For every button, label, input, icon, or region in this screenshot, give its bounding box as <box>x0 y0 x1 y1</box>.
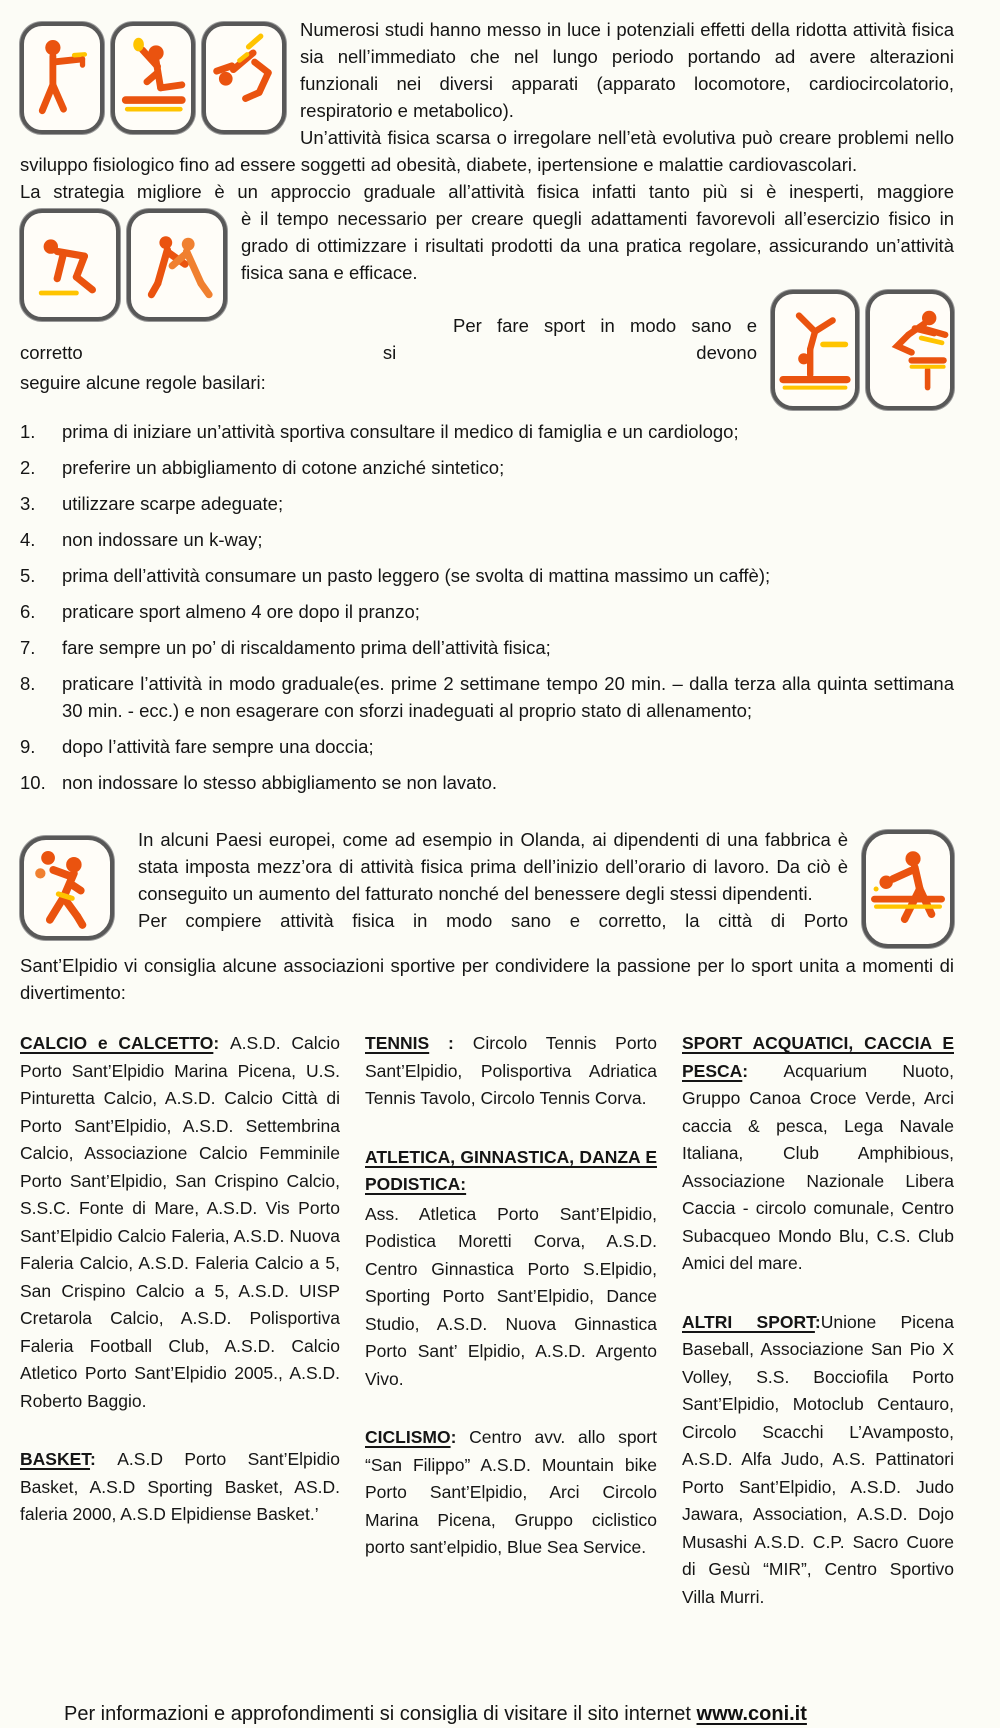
tennis-heading: TENNIS <box>365 1033 430 1053</box>
rule-text: non indossare un k-way; <box>62 529 263 550</box>
rule-text: prima dell’attività consumare un pasto leggero (se svolta di mattina massimo un caffè); <box>62 565 771 586</box>
heading-separator: : <box>213 1033 230 1053</box>
strategy-paragraph: è il tempo necessario per creare quegli adattamenti favorevoli all’esercizio fisico in grado di ottimizzare i risultati prodotti da una pratica regolare, assicurando un’attività fisica sana e efficace. <box>241 208 954 283</box>
rule-number: 4. <box>20 529 36 550</box>
calcio-block <box>20 1030 340 1415</box>
basket-block <box>20 1446 340 1529</box>
rule-item-2 <box>20 454 954 481</box>
heading-separator: : <box>450 1427 470 1447</box>
rule-text: fare sempre un po’ di riscaldamento prima dell’attività fisica; <box>62 637 551 658</box>
rule-item-10 <box>20 769 954 796</box>
rule-number: 6. <box>20 601 36 622</box>
calcio-body: A.S.D. Calcio Porto Sant’Elpidio Marina Picena, U.S. Pinturetta Calcio, A.S.D. Calcio Città di Porto Sant’Elpidio, A.S.D. Settembrina Calcio, Associazione Calcio Femminile Porto Sant’Elpidio, San Crispino Calcio, S.S.C. Fonte di Mare, A.S.D. Vis Porto Sant’Elpidio Calcio Faleria, A.S.D. Nuova Faleria Calcio, A.S.D. Faleria Calcio a 5, San Crispino Calcio a 5, A.S.D. UISP Cretarola Calcio, A.S.D. Polisportiva Faleria Football Club, A.S.D. Calcio Atletico Porto Sant’Elpidio 2005., A.S.D. Roberto Baggio. <box>20 1033 340 1411</box>
rule-number: 7. <box>20 637 36 658</box>
olanda-section <box>20 826 954 1006</box>
atletica-block <box>365 1144 657 1394</box>
strategy-icons-right <box>771 290 954 410</box>
heading-separator: : <box>742 1060 784 1081</box>
rule-item-9 <box>20 733 954 760</box>
rule-number: 1. <box>20 421 36 442</box>
rule-text: praticare sport almeno 4 ore dopo il pranzo; <box>62 601 420 622</box>
rule-item-6 <box>20 598 954 625</box>
column-tennis-atletica-ciclismo <box>365 1030 657 1642</box>
table-tennis-icon <box>862 830 954 948</box>
rule-item-1 <box>20 418 954 445</box>
strategy-lead-in-2: seguire alcune regole basilari: <box>20 372 266 393</box>
strategy-lead-in: Per fare sport in modo sano e corretto si devono <box>20 315 757 363</box>
altri-sport-body: Unione Picena Baseball, Associazione San Pio X Volley, S.S. Bocciofila Porto Sant’Elpidio, Motoclub Centauro, Circolo Scacchi L’Avamposto, A.S.D. Alfa Judo, A.S. Pattinatori Porto Sant’Elpidio, A.S.D. Judo Jawara, Association, A.S.D. Dojo Musashi A.S.D. C.P. Sacro Cuore di Gesù “MIR”, Centro Sportivo Villa Murri. <box>682 1311 954 1607</box>
basket-body: A.S.D Porto Sant’Elpidio Basket, A.S.D Sporting Basket, AS.D. faleria 2000, A.S.D Elpidiense Basket.’ <box>20 1449 340 1524</box>
canoeing-icon <box>111 22 195 134</box>
handball-icon <box>20 836 114 940</box>
intro-section <box>20 16 954 205</box>
strategy-icons-left <box>20 209 227 321</box>
balance-beam-icon <box>771 290 859 410</box>
footer-text: Per informazioni e approfondimenti si consiglia di visitare il sito internet <box>64 1703 697 1725</box>
rule-item-7 <box>20 634 954 661</box>
rule-text: prima di iniziare un’attività sportiva consultare il medico di famiglia e un cardiologo; <box>62 421 739 442</box>
sport-acquatici-heading: SPORT ACQUATICI, CACCIA E PESCA <box>682 1033 954 1081</box>
rule-text: preferire un abbigliamento di cotone anziché sintetico; <box>62 457 505 478</box>
atletica-heading: ATLETICA, GINNASTICA, DANZA E PODISTICA: <box>365 1146 657 1194</box>
rule-item-5 <box>20 562 954 589</box>
calcio-heading: CALCIO e CALCETTO <box>20 1033 214 1053</box>
associations-lead-in: Per compiere attività fisica in modo sano e corretto, la città di Porto <box>138 910 848 931</box>
intro-paragraph-2: Un’attività fisica scarsa o irregolare nell’età evolutiva può creare problemi nello sviluppo fisiologico fino ad essere soggetti ad obesità, diabete, ipertensione e malattie cardiovascolari. <box>20 127 954 175</box>
basket-heading: BASKET <box>20 1449 91 1469</box>
rule-text: dopo l’attività fare sempre una doccia; <box>62 736 374 757</box>
footer-note <box>20 1700 954 1728</box>
column-calcio-basket <box>20 1030 340 1642</box>
column-acquatici-altri <box>682 1030 954 1642</box>
heading-separator: : <box>90 1449 118 1469</box>
associations-lead-in-2: Sant’Elpidio vi consiglia alcune associazioni sportive per condividere la passione per lo sport unita a momenti di divertimento: <box>20 955 954 1003</box>
rule-text: utilizzare scarpe adeguate; <box>62 493 284 514</box>
sport-acquatici-body: Acquarium Nuoto, Gruppo Canoa Croce Verde, Arci caccia & pesca, Lega Navale Italiana, Club Amphibious, Associazione Nazionale Libera Caccia - circolo comunale, Centro Subacqueo Mondo Blu, C.S. Club Amici del mare. <box>682 1060 954 1273</box>
rule-number: 2. <box>20 457 36 478</box>
intro-paragraph-3: La strategia migliore è un approccio graduale all’attività fisica infatti tanto più si è inesperti, maggiore <box>20 181 954 202</box>
intro-icons-group <box>20 22 286 134</box>
rule-text: non indossare lo stesso abbigliamento se non lavato. <box>62 772 498 793</box>
rule-number: 5. <box>20 565 36 586</box>
ciclismo-heading: CICLISMO <box>365 1427 451 1447</box>
strategy-section <box>20 205 954 396</box>
associations-columns <box>20 1030 954 1642</box>
rule-text: praticare l’attività in modo graduale(es. prime 2 settimane tempo 20 min. – dalla terza alla quinta settimana 30 min. - ecc.) e non esagerare con sforzi inadeguati al proprio stato di allenamento; <box>62 673 954 721</box>
hurdles-icon <box>866 290 954 410</box>
altri-sport-heading: ALTRI SPORT <box>682 1311 815 1332</box>
olanda-paragraph: In alcuni Paesi europei, come ad esempio in Olanda, ai dipendenti di una fabbrica è stata imposta mezz’ora di attività fisica prima dell’inizio dell’orario di lavoro. Da ciò è conseguito un aumento del fatturato nonché del benessere degli stessi dipendenti. <box>138 829 848 904</box>
ciclismo-block <box>365 1424 657 1562</box>
tennis-block <box>365 1030 657 1113</box>
altri-sport-block <box>682 1309 954 1612</box>
rule-item-8 <box>20 670 954 724</box>
heading-separator: : <box>814 1311 821 1332</box>
shooting-icon <box>20 22 104 134</box>
gymnastics-tumbling-icon <box>202 22 286 134</box>
coni-link[interactable]: www.coni.it <box>696 1703 807 1725</box>
heading-separator: : <box>429 1033 473 1053</box>
ciclismo-body: Centro avv. allo sport “San Filippo” A.S.D. Mountain bike Porto Sant’Elpidio, Arci Circolo Marina Picena, Gruppo ciclistico porto sant’elpidio, Blue Sea Service. <box>365 1427 657 1557</box>
intro-paragraph-1: Numerosi studi hanno messo in luce i potenziali effetti della ridotta attività fisica sia nell’immediato che nel lungo periodo portando ad avere alterazioni funzionali nei diversi apparati (apparato locomotore, cardiocircolatorio, respiratorio e metabolico). <box>300 19 954 121</box>
rules-list <box>20 418 954 796</box>
rule-number: 10. <box>20 772 46 793</box>
rule-number: 8. <box>20 673 36 694</box>
sprint-start-icon <box>20 209 120 321</box>
tennis-body: Circolo Tennis Porto Sant’Elpidio, Polisportiva Adriatica Tennis Tavolo, Circolo Tennis Corva. <box>365 1033 657 1108</box>
wrestling-icon <box>127 209 227 321</box>
rule-number: 9. <box>20 736 36 757</box>
atletica-body: Ass. Atletica Porto Sant’Elpidio, Podistica Moretti Corva, A.S.D. Centro Ginnastica Porto S.Elpidio, Sporting Porto Sant’Elpidio, Dance Studio, A.S.D. Nuova Ginnastica Porto Sant’ Elpidio, A.S.D. Argento Vivo. <box>365 1203 657 1389</box>
sport-acquatici-block <box>682 1030 954 1278</box>
rule-item-4 <box>20 526 954 553</box>
rule-number: 3. <box>20 493 36 514</box>
rule-item-3 <box>20 490 954 517</box>
